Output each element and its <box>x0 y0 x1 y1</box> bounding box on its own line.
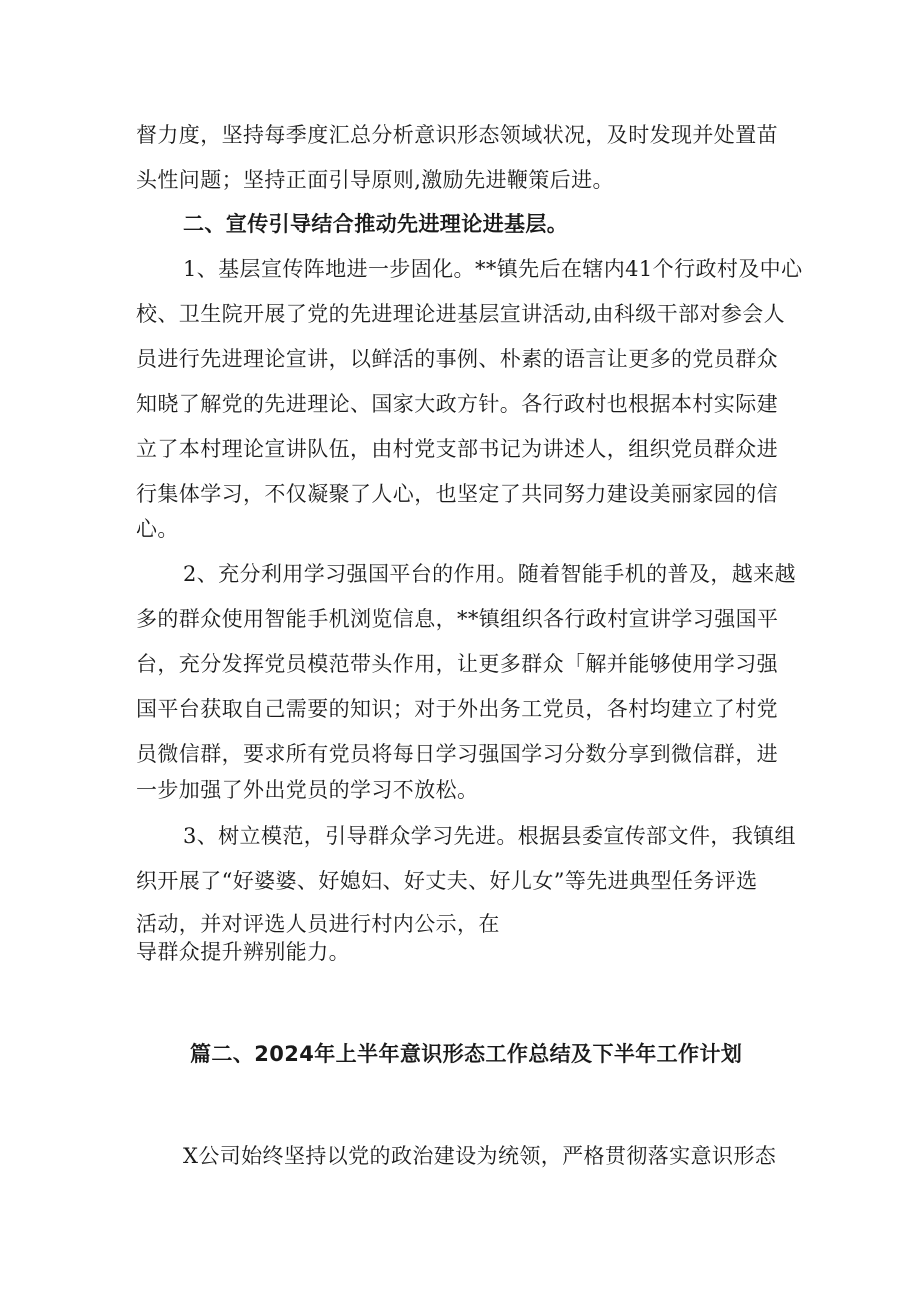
document-title: 篇二、2024年上半年意识形态工作总结及下半年工作计划 <box>190 1042 743 1066</box>
body-text-line: 织开展了“好婆婆、好媳妇、好丈夫、好儿女”等先进典型任务评选 <box>136 869 758 893</box>
body-text-line: 国平台获取自己需要的知识；对于外出务工党员，各村均建立了村党 <box>136 697 778 721</box>
body-text-line: 立了本村理论宣讲队伍，由村党支部书记为讲述人，组织党员群众进 <box>136 437 778 461</box>
body-text-line: 校、卫生院开展了党的先进理论进基层宣讲活动,由科级干部对参会人 <box>136 302 786 326</box>
section-heading: 二、宣传引导结合推动先进理论进基层。 <box>183 212 569 236</box>
body-text-line: 导群众提升辨别能力。 <box>136 940 350 964</box>
body-text-line: 一步加强了外出党员的学习不放松。 <box>136 778 479 802</box>
body-text-line: 行集体学习，不仅凝聚了人心，也坚定了共同努力建设美丽家园的信 <box>136 482 778 506</box>
body-text-line: 员微信群，要求所有党员将每日学习强国学习分数分享到微信群，进 <box>136 742 778 766</box>
body-text-line: 活动，并对评选人员进行村内公示，在 <box>136 912 500 936</box>
body-text-line: 2、充分利用学习强国平台的作用。随着智能手机的普及，越来越 <box>183 562 796 586</box>
body-text-line: 督力度，坚持每季度汇总分析意识形态领域状况，及时发现并处置苗 <box>136 123 778 147</box>
body-text-line: X公司始终坚持以党的政治建设为统领，严格贯彻落实意识形态 <box>183 1144 777 1168</box>
body-text-line: 台，充分发挥党员模范带头作用，让更多群众「解并能够使用学习强 <box>136 652 778 676</box>
body-text-line: 1、基层宣传阵地进一步固化。**镇先后在辖内41个行政村及中心 <box>183 257 803 281</box>
body-text-line: 多的群众使用智能手机浏览信息，**镇组织各行政村宣讲学习强国平 <box>136 607 779 631</box>
body-text-line: 3、树立模范，引导群众学习先进。根据县委宣传部文件，我镇组 <box>183 824 796 848</box>
body-text-line: 心。 <box>136 517 179 541</box>
body-text-line: 头性问题；坚持正面引导原则,激励先进鞭策后进。 <box>136 168 614 192</box>
body-text-line: 员进行先进理论宣讲，以鲜活的事例、朴素的语言让更多的党员群众 <box>136 347 778 371</box>
body-text-line: 知晓了解党的先进理论、国家大政方针。各行政村也根据本村实际建 <box>136 392 778 416</box>
